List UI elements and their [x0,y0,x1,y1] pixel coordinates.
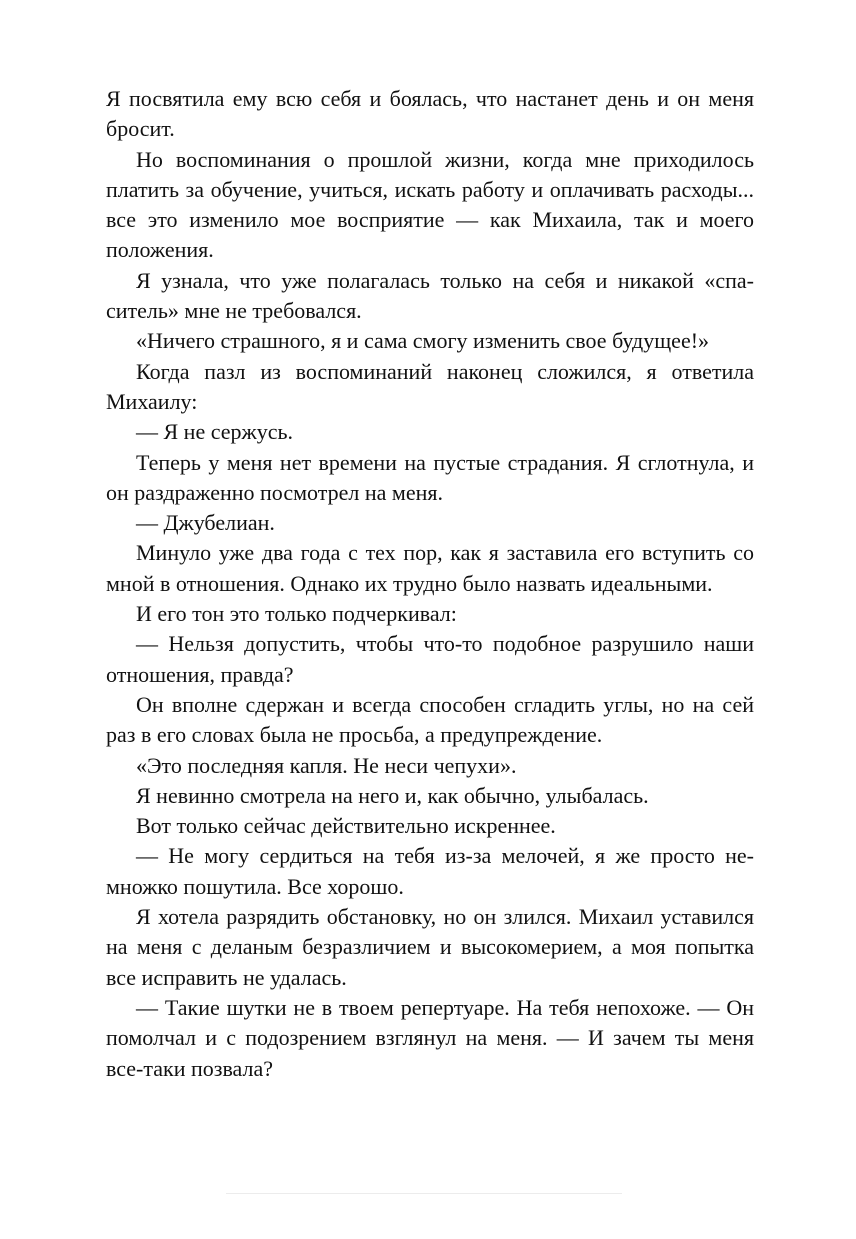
page-bottom-divider [226,1193,622,1194]
paragraph-1: Я посвятила ему всю себя и боялась, что настанет день и он меня бросит. [106,86,754,142]
page-body [106,84,754,1084]
paragraph-12: Он вполне сдержан и всегда способен сгладить углы, но на сей раз в его словах была не просьба, а предупреждение. [106,691,754,748]
paragraph-8: — Джубелиан. [136,510,275,536]
paragraph-4: «Ничего страшного, я и сама смогу изменить свое будущее!» [136,328,710,354]
paragraph-17: Я хотела разрядить обстановку, но он злился. Михаил уставился на меня с деланым безразличием и высокомерием, а моя попытка все исправить не удалась. [106,904,754,990]
paragraph-13: «Это последняя капля. Не неси чепухи». [136,752,517,778]
paragraph-18: — Такие шутки не в твоем репертуаре. На тебя непохоже. — Он помолчал и с подозрением взглянул на меня. — И зачем ты меня все-таки позвала? [106,994,754,1081]
paragraph-9: Минуло уже два года с тех пор, как я заставила его вступить со мной в отношения. Однако их трудно было назвать идеальными. [106,540,754,596]
paragraph-10: И его тон это только подчеркивал: [136,601,457,627]
paragraph-6: — Я не сержусь. [136,419,294,445]
paragraph-14: Я невинно смотрела на него и, как обычно, улыбалась. [136,782,649,808]
paragraph-11: — Нельзя допустить, чтобы что-то подобное разрушило наши отношения, правда? [106,631,754,687]
paragraph-7: Теперь у меня нет времени на пустые страдания. Я сглотнула, и он раздраженно посмотрел на меня. [106,449,754,505]
paragraph-16: — Не могу сердиться на тебя из-за мелочей, я же просто немножко пошутила. Все хорошо. [106,843,754,899]
paragraph-5: Когда пазл из воспоминаний наконец сложился, я ответила Михаилу: [106,358,754,414]
paragraph-15: Вот только сейчас действительно искреннее. [136,813,556,839]
paragraph-3: Я узнала, что уже полагалась только на себя и никакой «спаситель» мне не требовался. [106,267,754,324]
paragraph-2: Но воспоминания о прошлой жизни, когда мне приходилось платить за обучение, учиться, искать работу и оплачивать расходы... все это изменило мое восприятие — как Михаила, так и моего положения. [106,146,754,263]
